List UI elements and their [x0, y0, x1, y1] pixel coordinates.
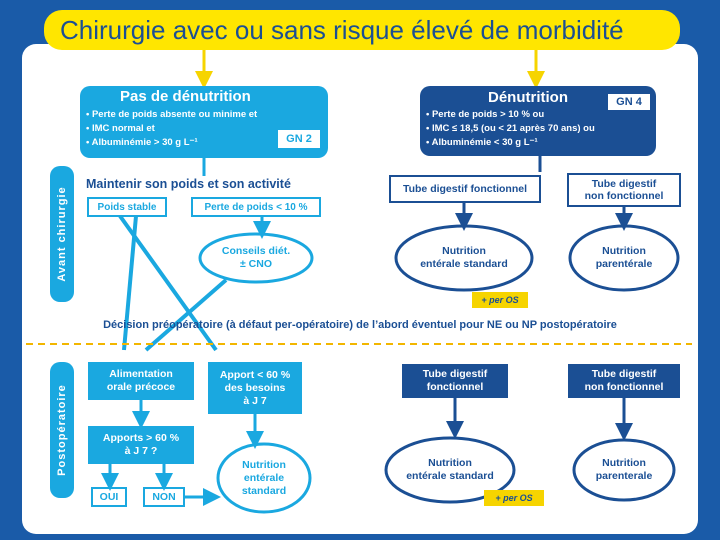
- post-enteral-left-label: [218, 450, 310, 506]
- early-oral-line: Alimentation: [109, 368, 173, 380]
- no-denutrition-title: Pas de dénutrition: [120, 88, 251, 105]
- post-tube-ko-label: [568, 364, 680, 398]
- no-denutrition-bullets: [86, 108, 257, 150]
- denutrition-bullets: [426, 108, 595, 150]
- apport-low-line: des besoins: [224, 381, 286, 394]
- pre-tube-ok-label: Tube digestif fonctionnel: [402, 183, 528, 195]
- maintain-label: Maintenir son poids et son activité: [86, 177, 291, 191]
- advice-label: [200, 236, 312, 280]
- side-label-post: Postopératoire: [56, 384, 68, 476]
- denutrition-title: Dénutrition: [488, 89, 568, 106]
- post-enteral-left-line: Nutrition: [242, 458, 286, 471]
- advice-line: ± CNO: [239, 258, 272, 270]
- perte-poids-label: Perte de poids < 10 %: [204, 201, 308, 213]
- post-parenteral-label: [574, 448, 674, 492]
- no-denutrition-bullet: • Perte de poids absente ou minime et: [86, 109, 258, 120]
- post-tube-ok-line: Tube digestif: [422, 368, 488, 380]
- pre-per-os-label: + per OS: [481, 295, 519, 305]
- apport-high-line: à J 7 ?: [124, 445, 158, 457]
- apport-low-line: Apport < 60 %: [219, 368, 291, 381]
- apport-high-line: Apports > 60 %: [102, 432, 180, 444]
- post-tube-ko-line: Tube digestif: [591, 368, 657, 380]
- post-tube-ok-line: fonctionnel: [426, 381, 484, 393]
- denutrition-bullet: • IMC ≤ 18,5 (ou < 21 après 70 ans) ou: [426, 123, 595, 134]
- apport-low-label: [208, 362, 302, 414]
- non-label: NON: [152, 491, 176, 503]
- no-denutrition-bullet: • Albuminémie > 30 g L⁻¹: [86, 137, 198, 148]
- gn4-badge-label: GN 4: [616, 96, 642, 108]
- poids-stable-label: Poids stable: [97, 201, 157, 213]
- apport-high-label: [88, 426, 194, 464]
- post-per-os-label: + per OS: [495, 493, 533, 503]
- side-label-pre: Avant chirurgie: [56, 186, 68, 282]
- post-enteral-line: entérale standard: [406, 470, 494, 482]
- pre-tube-ko-label: [568, 174, 680, 206]
- pre-enteral-line: entérale standard: [420, 258, 508, 270]
- post-parenteral-line: parenterale: [595, 470, 653, 482]
- pre-enteral-line: Nutrition: [442, 245, 486, 257]
- denutrition-bullet: • Perte de poids > 10 % ou: [426, 109, 545, 120]
- advice-line: Conseils diét.: [221, 245, 291, 257]
- oui-label: OUI: [99, 491, 119, 503]
- post-tube-ok-label: [402, 364, 508, 398]
- post-parenteral-line: Nutrition: [602, 457, 646, 469]
- pre-tube-ko-line: non fonctionnel: [584, 190, 664, 202]
- apport-low-line: à J 7: [243, 394, 267, 407]
- denutrition-bullet: • Albuminémie < 30 g L⁻¹: [426, 137, 538, 148]
- gn2-badge-label: GN 2: [286, 133, 312, 145]
- pre-tube-ko-line: Tube digestif: [591, 178, 657, 190]
- no-denutrition-bullet: • IMC normal et: [86, 123, 155, 134]
- post-enteral-left-line: standard: [241, 484, 287, 497]
- decision-label: Décision préopératoire (à défaut per-opératoire) de l’abord éventuel pour NE ou NP postopératoire: [103, 319, 617, 331]
- early-oral-label: [88, 362, 194, 400]
- early-oral-line: orale précoce: [106, 381, 176, 393]
- post-enteral-label: [386, 446, 514, 494]
- pre-parenteral-label: [570, 232, 678, 284]
- post-enteral-line: Nutrition: [428, 457, 472, 469]
- post-tube-ko-line: non fonctionnel: [584, 381, 664, 393]
- post-enteral-left-line: entérale: [243, 471, 285, 484]
- pre-enteral-label: [396, 232, 532, 284]
- pre-parenteral-line: Nutrition: [602, 245, 646, 257]
- pre-parenteral-line: parentérale: [595, 258, 653, 270]
- page-title: Chirurgie avec ou sans risque élevé de morbidité: [60, 14, 624, 45]
